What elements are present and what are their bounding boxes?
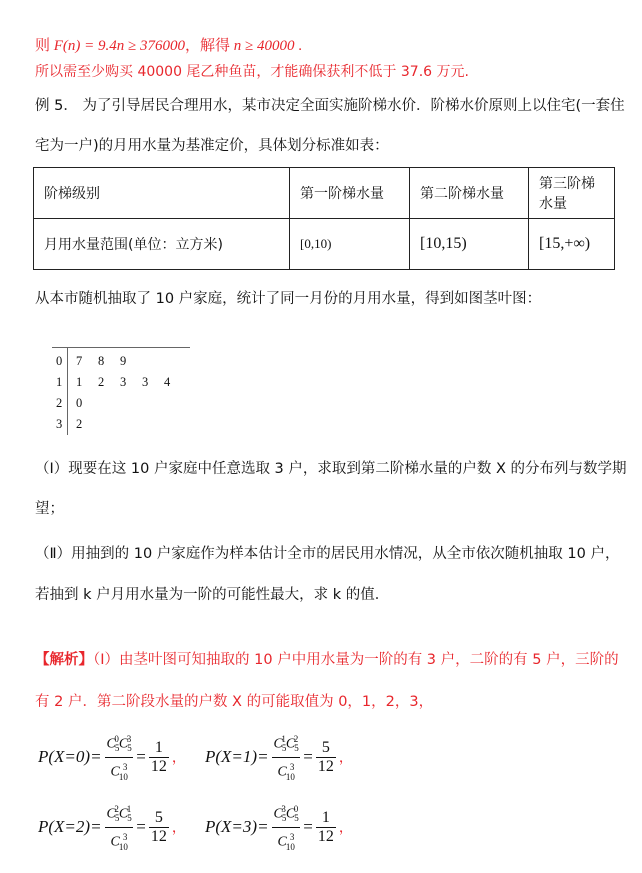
analysis-tag: 【解析】 bbox=[35, 652, 93, 668]
stem-leaf-intro: 从本市随机抽取了 10 户家庭，统计了同一月份的月用水量，得到如图茎叶图： bbox=[35, 291, 542, 307]
combination-fraction: $\frac{C_5^2C_5^1}{C_{10}^3}$ bbox=[105, 800, 134, 856]
leaf-value: 0 bbox=[76, 396, 83, 410]
table-cell: 第三阶梯水量 bbox=[529, 168, 615, 219]
example-line-2: 宅为一户)的月用水量为基准定价，具体划分标准如表： bbox=[35, 138, 389, 154]
formula-lhs: P(X=0)= bbox=[38, 746, 102, 766]
leaf-value: 8 bbox=[98, 354, 105, 368]
analysis-line-1 bbox=[35, 648, 619, 669]
probability-formula: P(X=0)= $\frac{C_5^0C_5^3}{C_{10}^3}$ = $\frac{1}{12}$ ， bbox=[38, 730, 186, 786]
water-tier-table bbox=[33, 167, 615, 270]
stem-value: 3 bbox=[56, 417, 63, 431]
stem-leaf-top-rule bbox=[52, 347, 190, 348]
probability-formula: P(X=2)= $\frac{C_5^2C_5^1}{C_{10}^3}$ = $\frac{5}{12}$ ， bbox=[38, 800, 186, 856]
leaf-value: 9 bbox=[120, 354, 127, 368]
solution-line-2: 所以需至少购买 40000 尾乙种鱼苗，才能确保获利不低于 37.6 万元. bbox=[35, 64, 469, 80]
combination-fraction: $\frac{C_5^0C_5^3}{C_{10}^3}$ bbox=[105, 730, 134, 786]
table-cell: 阶梯级别 bbox=[34, 168, 290, 219]
combination-fraction: $\frac{C_5^3C_5^0}{C_{10}^3}$ bbox=[272, 800, 301, 856]
probability-formula: P(X=3)= $\frac{C_5^3C_5^0}{C_{10}^3}$ = $\frac{1}{12}$ ， bbox=[205, 800, 353, 856]
probability-formula: P(X=1)= $\frac{C_5^1C_5^2}{C_{10}^3}$ = $\frac{5}{12}$ ， bbox=[205, 730, 353, 786]
solution-math-1: F(n) = 9.4n ≥ 376000 bbox=[53, 38, 186, 54]
result-fraction: $\frac{1}{12}$ bbox=[317, 809, 334, 846]
formula-lhs: P(X=1)= bbox=[205, 746, 269, 766]
leaf-value: 1 bbox=[76, 375, 83, 389]
table-row bbox=[34, 219, 615, 270]
leaf-value: 2 bbox=[76, 417, 83, 431]
result-fraction: $\frac{5}{12}$ bbox=[317, 739, 334, 776]
stem-leaf-divider bbox=[67, 347, 68, 435]
formula-lhs: P(X=2)= bbox=[38, 816, 102, 836]
solution-mid: ，解得 bbox=[185, 38, 231, 54]
stem-value: 2 bbox=[56, 396, 63, 410]
solution-end: . bbox=[298, 38, 303, 54]
result-fraction: $\frac{5}{12}$ bbox=[150, 809, 167, 846]
analysis-text-1: （Ⅰ）由茎叶图可知抽取的 10 户中用水量为一阶的有 3 户，二阶的有 5 户，三阶的 bbox=[93, 652, 619, 668]
table-cell: 第一阶梯水量 bbox=[290, 168, 410, 219]
leaf-value: 7 bbox=[76, 354, 83, 368]
leaf-value: 2 bbox=[98, 375, 105, 389]
solution-math-2: n ≥ 40000 bbox=[233, 38, 295, 54]
result-fraction: $\frac{1}{12}$ bbox=[150, 739, 167, 776]
stem-leaf-plot bbox=[52, 340, 202, 440]
table-cell: 月用水量范围(单位：立方米) bbox=[34, 219, 290, 270]
table-cell: [10,15) bbox=[410, 219, 529, 270]
analysis-line-2: 有 2 户．第二阶段水量的户数 X 的可能取值为 0，1，2，3， bbox=[35, 694, 434, 710]
solution-prefix: 则 bbox=[35, 38, 51, 54]
solution-line-1 bbox=[35, 34, 302, 55]
leaf-value: 3 bbox=[142, 375, 149, 389]
question-2-line-1: （Ⅱ）用抽到的 10 户家庭作为样本估计全市的居民用水情况，从全市依次随机抽取 10 户， bbox=[35, 546, 620, 562]
leaf-value: 3 bbox=[120, 375, 127, 389]
combination-fraction: $\frac{C_5^1C_5^2}{C_{10}^3}$ bbox=[272, 730, 301, 786]
example-line-1: 例 5． 为了引导居民合理用水，某市决定全面实施阶梯水价．阶梯水价原则上以住宅(一套住 bbox=[35, 98, 625, 114]
table-cell: [0,10) bbox=[290, 219, 410, 270]
table-cell: 第二阶梯水量 bbox=[410, 168, 529, 219]
question-2-line-2: 若抽到 k 户月用水量为一阶的可能性最大，求 k 的值． bbox=[35, 587, 390, 603]
formula-lhs: P(X=3)= bbox=[205, 816, 269, 836]
table-row-header bbox=[34, 168, 615, 219]
leaf-value: 4 bbox=[164, 375, 171, 389]
question-1-line-1: （Ⅰ）现要在这 10 户家庭中任意选取 3 户，求取到第二阶梯水量的户数 X 的分布列与数学期 bbox=[35, 461, 627, 477]
stem-value: 1 bbox=[56, 375, 63, 389]
table-cell: [15,+∞) bbox=[529, 219, 615, 270]
question-1-line-2: 望； bbox=[35, 501, 64, 517]
stem-value: 0 bbox=[56, 354, 63, 368]
